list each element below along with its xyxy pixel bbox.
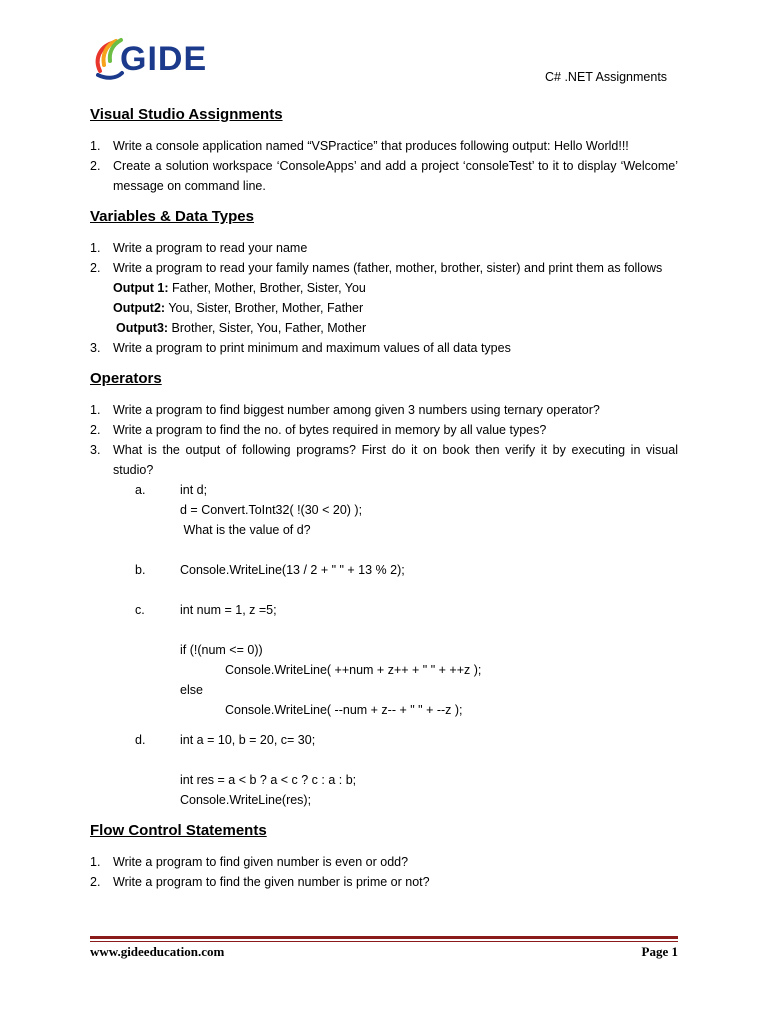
code-line: Console.WriteLine( --num + z-- + " " + --z );	[225, 703, 463, 717]
list-item	[90, 338, 678, 358]
page-number: Page 1	[641, 944, 678, 959]
document-header-title: C# .NET Assignments	[545, 70, 668, 84]
item-number: 1.	[90, 139, 101, 153]
item-text: Write a program to read your family names (father, mother, brother, sister) and print them as follows	[113, 261, 663, 275]
item-text: Write a program to read your name	[113, 241, 308, 255]
footer-website: www.gideeducation.com	[90, 944, 225, 959]
assignment-list	[90, 238, 678, 358]
item-text: Write a program to find biggest number among given 3 numbers using ternary operator?	[113, 403, 600, 417]
code-line: else	[180, 683, 203, 697]
code-line: What is the value of d?	[180, 523, 311, 537]
item-text: Write a console application named “VSPractice” that produces following output: Hello World!!!	[113, 139, 629, 153]
item-number: 1.	[90, 403, 101, 417]
list-item	[90, 420, 678, 440]
code-line: int num = 1, z =5;	[180, 603, 277, 617]
item-text: What is the output of following programs? First do it on book then verify it by executing in visual studio?	[113, 443, 678, 477]
assignment-list	[90, 136, 678, 196]
item-number: 3.	[90, 341, 101, 355]
list-item	[90, 258, 678, 278]
item-number: 3.	[90, 443, 101, 457]
item-number: 2.	[90, 875, 101, 889]
output-value: Brother, Sister, You, Father, Mother	[168, 321, 367, 335]
sub-question-a	[135, 480, 678, 540]
list-item	[90, 872, 678, 892]
list-item	[90, 136, 678, 156]
output-label: Output2:	[113, 301, 166, 315]
code-line: int d;	[180, 483, 208, 497]
item-number: 2.	[90, 261, 101, 275]
section-variables	[90, 206, 678, 358]
code-line: Console.WriteLine(13 / 2 + " " + 13 % 2);	[180, 563, 405, 577]
list-item	[90, 238, 678, 258]
sub-question-d	[135, 730, 678, 810]
list-item	[90, 400, 678, 420]
section-title: Variables & Data Types	[90, 208, 254, 225]
sub-letter: c.	[135, 603, 145, 617]
sub-letter: d.	[135, 733, 146, 747]
output-label: Output3:	[116, 321, 169, 335]
output-value: You, Sister, Brother, Mother, Father	[165, 301, 364, 315]
code-line: Console.WriteLine(res);	[180, 793, 312, 807]
assignment-list	[90, 852, 678, 892]
section-visual-studio	[90, 104, 678, 196]
list-item	[90, 156, 678, 196]
sub-letter: b.	[135, 563, 146, 577]
list-item	[90, 852, 678, 872]
item-text: Write a program to find the no. of bytes required in memory by all value types?	[113, 423, 547, 437]
section-title: Operators	[90, 370, 162, 387]
section-title: Flow Control Statements	[90, 822, 267, 839]
output-line	[113, 278, 678, 298]
item-text: Create a solution workspace ‘ConsoleApps’ and add a project ‘consoleTest’ to it to display ‘Welcome’ message on command line.	[113, 159, 678, 193]
output-line	[113, 298, 678, 318]
code-line: if (!(num <= 0))	[180, 643, 263, 657]
code-line: Console.WriteLine( ++num + z++ + " " + ++z );	[225, 663, 482, 677]
output-value: Father, Mother, Brother, Sister, You	[168, 281, 366, 295]
section-flow-control	[90, 820, 678, 892]
output-label: Output 1:	[113, 281, 169, 295]
code-line: int a = 10, b = 20, c= 30;	[180, 733, 316, 747]
footer-rule-thin	[90, 941, 678, 942]
section-title: Visual Studio Assignments	[90, 106, 283, 123]
list-item	[90, 440, 678, 480]
sub-question-c	[135, 600, 678, 720]
code-line: int res = a < b ? a < c ? c : a : b;	[180, 773, 357, 787]
code-line: d = Convert.ToInt32( !(30 < 20) );	[180, 503, 363, 517]
item-number: 2.	[90, 159, 101, 173]
item-number: 1.	[90, 855, 101, 869]
assignment-list	[90, 400, 678, 480]
output-line	[113, 318, 678, 338]
item-text: Write a program to find the given number is prime or not?	[113, 875, 430, 889]
sub-question-b	[135, 560, 678, 580]
item-number: 2.	[90, 423, 101, 437]
logo-text: GIDE	[120, 40, 208, 78]
sub-letter: a.	[135, 483, 146, 497]
item-text: Write a program to find given number is even or odd?	[113, 855, 409, 869]
document-body	[90, 104, 678, 902]
section-operators	[90, 368, 678, 810]
footer-rule	[90, 936, 678, 939]
item-text: Write a program to print minimum and maximum values of all data types	[113, 341, 511, 355]
item-number: 1.	[90, 241, 101, 255]
